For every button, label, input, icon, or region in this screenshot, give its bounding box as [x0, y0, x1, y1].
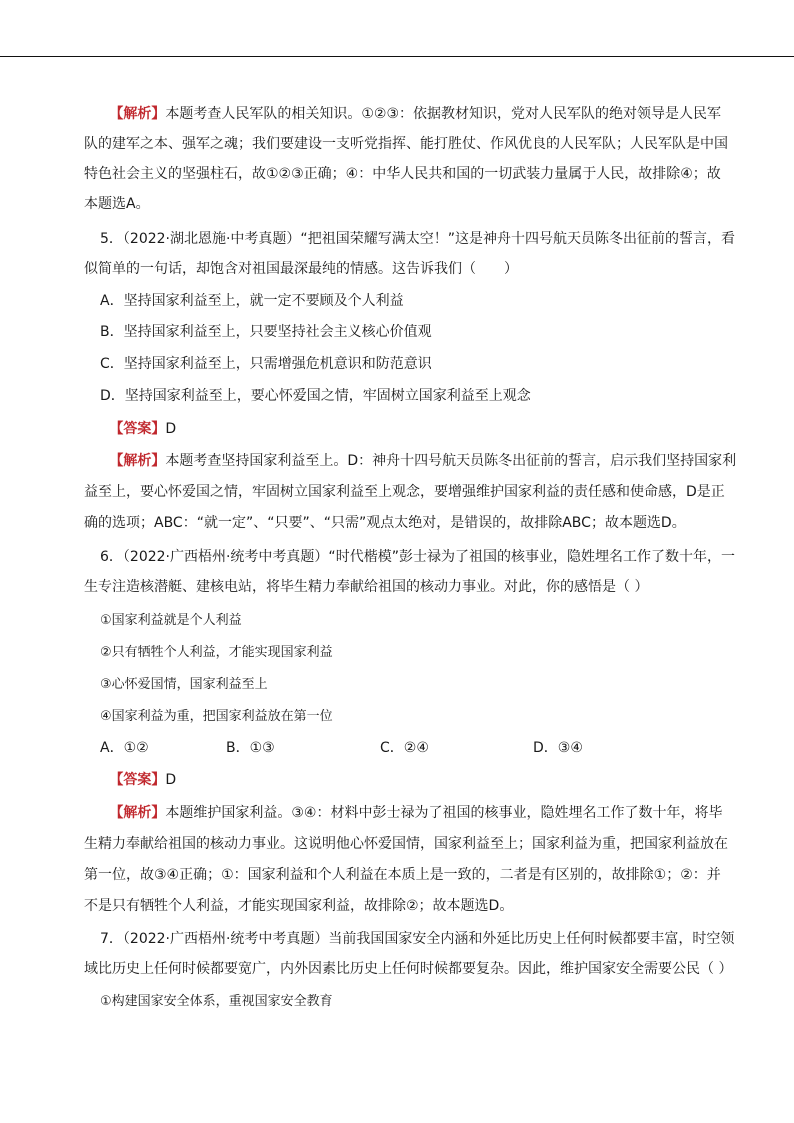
- analysis-q4-line1: 【解析】本题考查人民军队的相关知识。①②③：依据教材知识，党对人民军队的绝对领导是人民军: [109, 106, 722, 122]
- q6-choice-a: A．①②: [100, 740, 149, 756]
- q7-stem-line2: 域比历史上任何时候都要宽广，内外因素比历史上任何时候都要复杂。因此，维护国家安全需要公民（ ）: [84, 961, 733, 977]
- q5-analysis-line2: 益至上，要心怀爱国之情，牢固树立国家利益至上观念，要增强维护国家利益的责任感和使命感，D是正: [84, 484, 725, 500]
- q6-choice-c: C．②④: [380, 740, 429, 756]
- q6-answer: 【答案】D: [109, 772, 177, 788]
- q5-answer: 【答案】D: [109, 421, 177, 437]
- q5-option-c: C．坚持国家利益至上，只需增强危机意识和防范意识: [100, 356, 432, 372]
- q6-item-3: ③心怀爱国情，国家利益至上: [100, 677, 268, 692]
- q5-option-a: A．坚持国家利益至上，就一定不要顾及个人利益: [100, 293, 404, 309]
- q6-stem-line1: 6．（2022·广西梧州·统考中考真题）“时代楷模”彭士禄为了祖国的核事业，隐姓埋名工作了数十年，一: [100, 549, 735, 565]
- analysis-tag: 【解析】: [109, 106, 166, 122]
- q6-choice-d: D．③④: [533, 740, 583, 756]
- q5-analysis-line3: 确的选项；ABC：“就一定”、“只要”、“只需”观点太绝对，是错误的，故排除ABC；故本题选D。: [84, 515, 686, 531]
- q6-item-2: ②只有牺牲个人利益，才能实现国家利益: [100, 645, 333, 660]
- q5-stem-line2: 似简单的一句话，却饱含对祖国最深最纯的情感。这告诉我们（ ）: [84, 261, 518, 277]
- q6-choice-b: B．①③: [226, 740, 275, 756]
- q5-option-d: D．坚持国家利益至上，要心怀爱国之情，牢固树立国家利益至上观念: [100, 388, 531, 404]
- q7-item-1: ①构建国家安全体系，重视国家安全教育: [100, 994, 333, 1009]
- q6-analysis-line3: 第一位，故③④正确；①：国家利益和个人利益在本质上是一致的，二者是有区别的，故排除①；②：并: [84, 867, 721, 883]
- header-rule: [0, 56, 794, 57]
- analysis-q4-line3: 特色社会主义的坚强柱石，故①②③正确；④：中华人民共和国的一切武装力量属于人民，故排除④；故: [84, 166, 721, 182]
- analysis-q4-line4: 本题选A。: [84, 196, 150, 212]
- q6-analysis-line2: 生精力奉献给祖国的核动力事业。这说明他心怀爱国情，国家利益至上；国家利益为重，把国家利益放在: [84, 836, 728, 852]
- q5-stem-line1: 5．（2022·湖北恩施·中考真题）“把祖国荣耀写满太空！”这是神舟十四号航天员陈冬出征前的誓言，看: [100, 231, 735, 247]
- q6-stem-line2: 生专注造核潜艇、建核电站，将毕生精力奉献给祖国的核动力事业。对此，你的感悟是（ ）: [84, 579, 649, 595]
- q7-stem-line1: 7．（2022·广西梧州·统考中考真题）当前我国国家安全内涵和外延比历史上任何时候都要丰富，时空领: [100, 931, 735, 947]
- q6-item-4: ④国家利益为重，把国家利益放在第一位: [100, 709, 333, 724]
- q6-analysis-line4: 不是只有牺牲个人利益，才能实现国家利益，故排除②；故本题选D。: [84, 898, 514, 914]
- q6-item-1: ①国家利益就是个人利益: [100, 613, 242, 628]
- q5-option-b: B．坚持国家利益至上，只要坚持社会主义核心价值观: [100, 324, 432, 340]
- analysis-q4-line2: 队的建军之本、强军之魂；我们要建设一支听党指挥、能打胜仗、作风优良的人民军队；人民军队是中国: [84, 136, 728, 152]
- q5-analysis-line1: 【解析】本题考查坚持国家利益至上。D：神舟十四号航天员陈冬出征前的誓言，启示我们坚持国家利: [109, 453, 737, 469]
- q6-analysis-line1: 【解析】本题维护国家利益。③④：材料中彭士禄为了祖国的核事业，隐姓埋名工作了数十年，将毕: [109, 805, 723, 821]
